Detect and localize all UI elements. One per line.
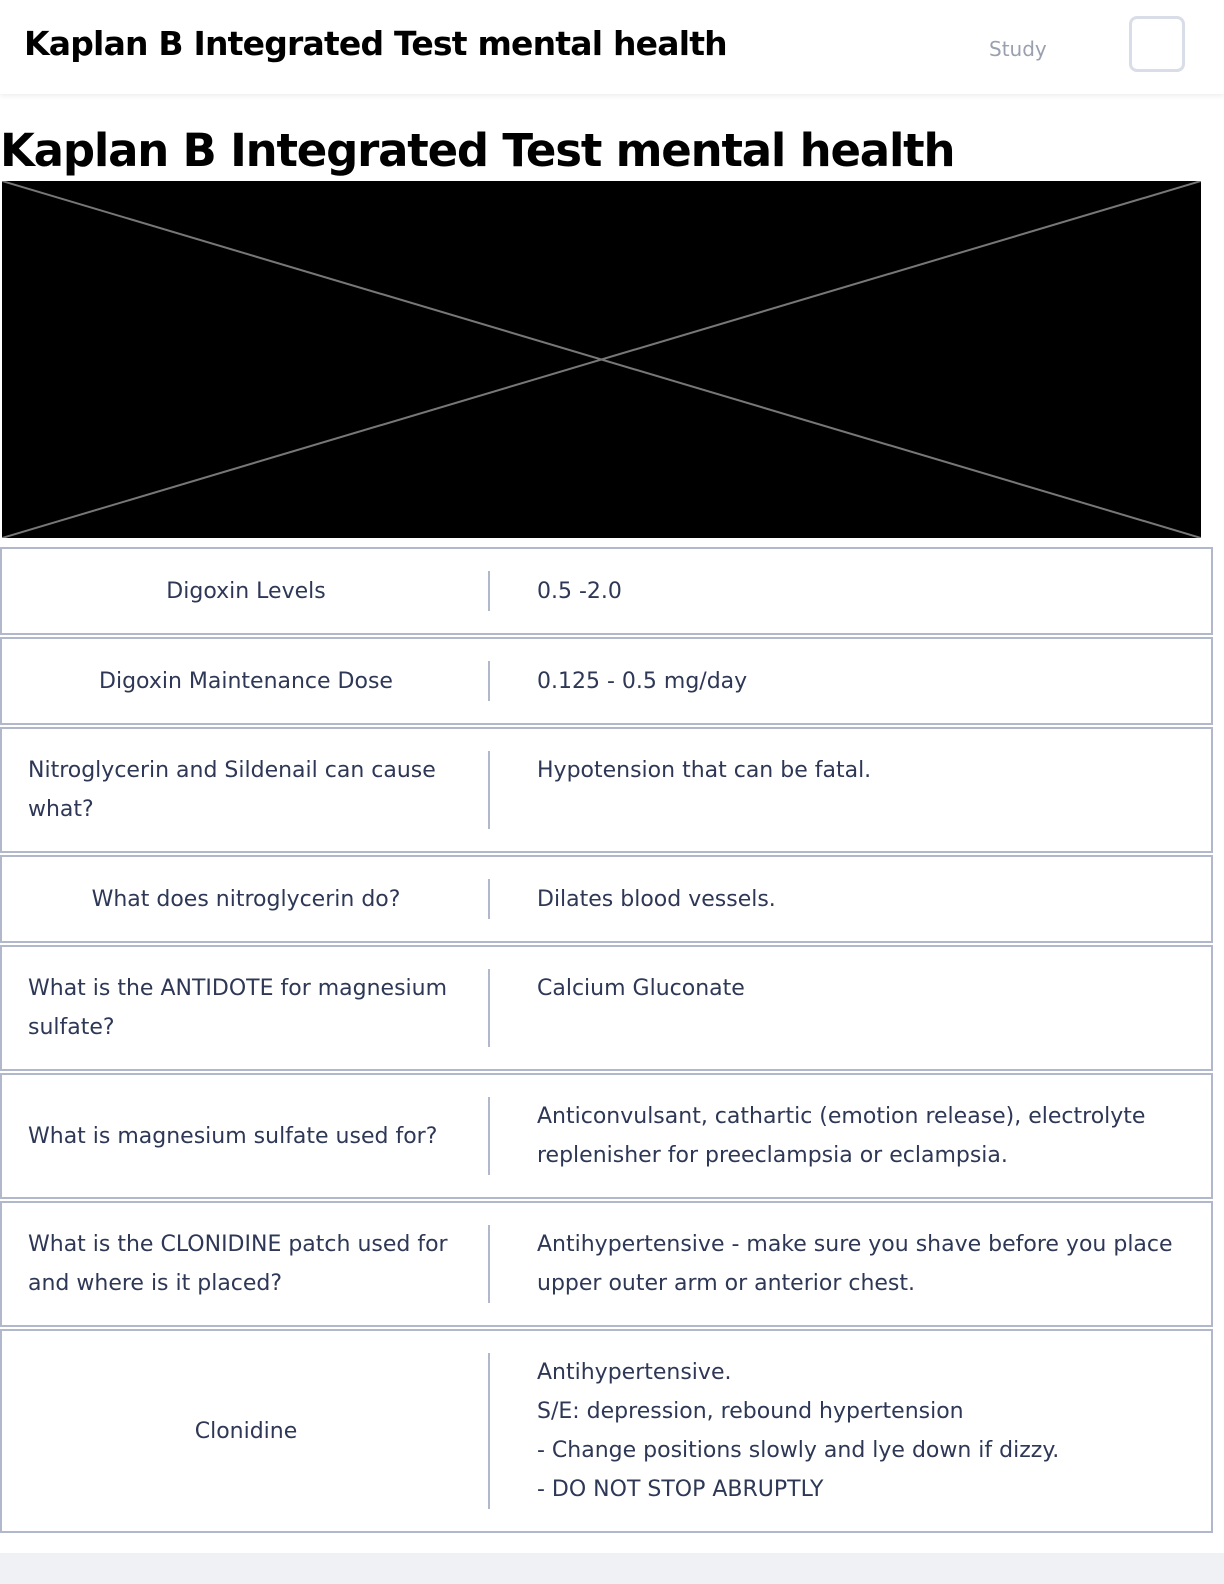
image-placeholder — [2, 181, 1201, 538]
card-definition-line: - DO NOT STOP ABRUPTLY — [537, 1477, 824, 1502]
card-definition-line: Calcium Gluconate — [537, 976, 745, 1001]
card-definition-line: Antihypertensive. — [537, 1360, 732, 1385]
card-definition — [490, 947, 1211, 1069]
flashcard-row[interactable] — [0, 1201, 1213, 1327]
card-term: Digoxin Levels — [166, 578, 326, 604]
card-term: What is the CLONIDINE patch used for and where is it placed? — [28, 1232, 448, 1296]
flashcard-list — [0, 547, 1213, 1535]
card-definition — [490, 857, 1211, 941]
card-definition: Anticonvulsant, cathartic (emotion release), electrolyte replenisher for preeclampsia or eclampsia. — [537, 1104, 1146, 1168]
card-definition — [490, 729, 1211, 851]
flashcard-row[interactable] — [0, 945, 1213, 1071]
card-term: Clonidine — [194, 1418, 298, 1444]
card-definition-line: - Change positions slowly and lye down if dizzy. — [537, 1438, 1060, 1463]
flashcard-row[interactable] — [0, 1329, 1213, 1533]
card-term: Nitroglycerin and Sildenail can cause what? — [28, 758, 436, 822]
card-term: Digoxin Maintenance Dose — [99, 668, 393, 694]
card-definition-line: Dilates blood vessels. — [537, 886, 776, 912]
card-definition-line: 0.5 -2.0 — [537, 578, 622, 604]
study-link[interactable]: Study — [989, 37, 1047, 61]
card-definition — [490, 1331, 1211, 1531]
card-definition — [490, 639, 1211, 723]
card-term: What is the ANTIDOTE for magnesium sulfate? — [28, 976, 448, 1040]
card-definition-line: Hypotension that can be fatal. — [537, 758, 872, 783]
card-definition: Antihypertensive - make sure you shave before you place upper outer arm or anterior chest. — [537, 1232, 1173, 1296]
top-action-button[interactable] — [1129, 16, 1185, 72]
flashcard-row[interactable] — [0, 1073, 1213, 1199]
bottom-bar — [0, 1553, 1224, 1584]
card-definition-line: 0.125 - 0.5 mg/day — [537, 668, 748, 694]
top-bar — [0, 0, 1224, 94]
card-term: What does nitroglycerin do? — [91, 886, 401, 912]
card-definition-line: S/E: depression, rebound hypertension — [537, 1399, 964, 1424]
card-term: What is magnesium sulfate used for? — [28, 1123, 438, 1149]
flashcard-row[interactable] — [0, 547, 1213, 635]
card-definition — [490, 549, 1211, 633]
page-title: Kaplan B Integrated Test mental health — [0, 124, 955, 177]
flashcard-row[interactable] — [0, 637, 1213, 725]
flashcard-row[interactable] — [0, 855, 1213, 943]
flashcard-row[interactable] — [0, 727, 1213, 853]
header-title: Kaplan B Integrated Test mental health — [24, 24, 727, 63]
